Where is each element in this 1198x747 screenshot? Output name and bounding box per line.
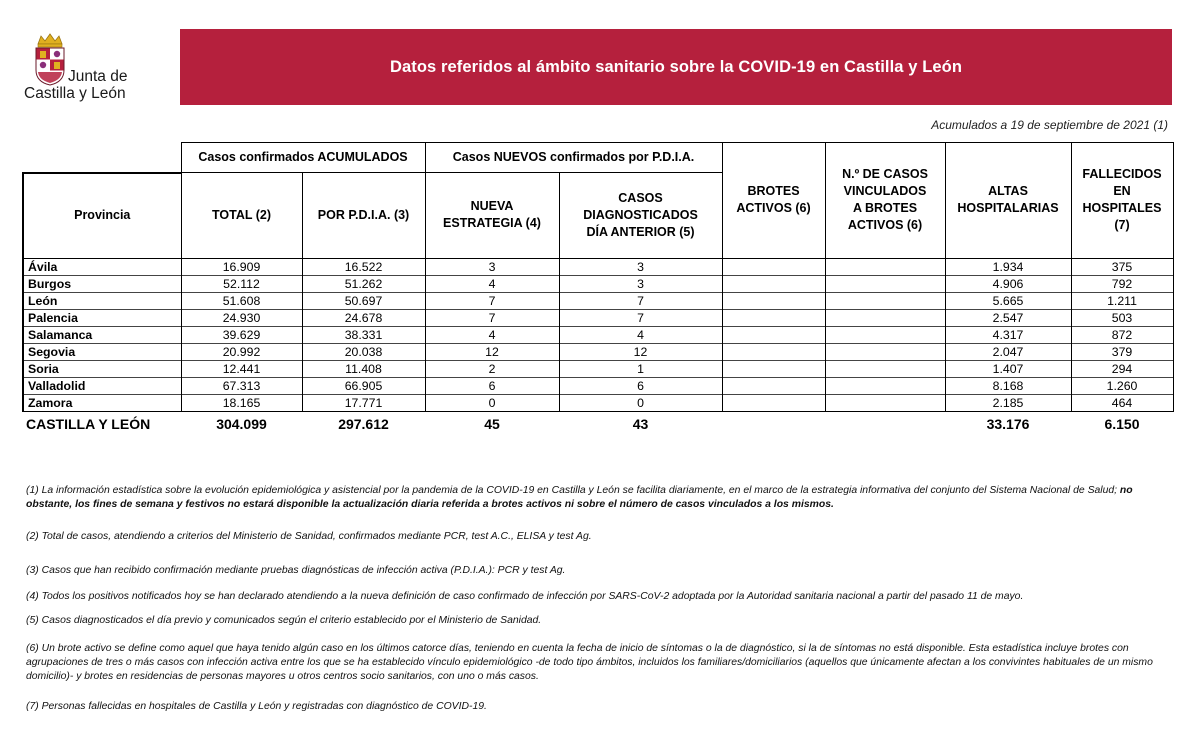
table-row [23,360,1173,377]
col-header-provincia: Provincia [23,173,181,259]
cell-nueva: 12 [425,343,559,360]
cell-brotes [722,258,825,275]
cell-altas: 1.934 [945,258,1071,275]
totals-nueva: 45 [484,415,500,432]
cell-total: 18.165 [181,394,302,411]
junta-logo [22,30,147,105]
cell-total: 16.909 [181,258,302,275]
cell-nueva: 3 [425,258,559,275]
cell-fallecidos: 792 [1071,275,1173,292]
footnote-1-text: (1) La información estadística sobre la evolución epidemiológica y asistencial por la pandemia de la COVID-19 en Castilla y León se facilita diariamente, en el marco de la estrategia informativa del conjunto del Sistema Nacional de Salud; [26,485,1118,496]
totals-row [23,411,1173,436]
cell-vinculados [825,275,945,292]
cell-nueva: 7 [425,309,559,326]
table-row [23,258,1173,275]
cell-altas: 2.185 [945,394,1071,411]
col-header-altas: ALTAS HOSPITALARIAS [945,143,1071,259]
totals-brotes [722,411,825,436]
cell-pdia: 20.038 [302,343,425,360]
col-header-nueva-estrategia: NUEVA ESTRATEGIA (4) [425,173,559,259]
cell-brotes [722,275,825,292]
footnote-5: (5) Casos diagnosticados el día previo y comunicados según el criterio establecido por el Ministerio de Sanidad. [26,615,542,626]
totals-fallecidos: 6.150 [1104,415,1140,432]
as-of-date: Acumulados a 19 de septiembre de 2021 (1) [931,118,1168,132]
cell-fallecidos: 464 [1071,394,1173,411]
cell-fallecidos: 503 [1071,309,1173,326]
cell-vinculados [825,360,945,377]
cell-anterior: 7 [559,309,722,326]
cell-provincia: Valladolid [23,377,181,394]
footnote-1-bold: no obstante, los fines de semana y festivos no estará disponible la actualización diaria referida a brotes activos ni sobre el número de casos vinculados a los mismos. [26,485,1133,510]
cell-altas: 2.047 [945,343,1071,360]
cell-brotes [722,360,825,377]
cell-nueva: 2 [425,360,559,377]
cell-provincia: Ávila [23,258,181,275]
cell-fallecidos: 872 [1071,326,1173,343]
totals-altas: 33.176 [986,415,1030,432]
table-row [23,275,1173,292]
totals-label: CASTILLA Y LEÓN [26,415,151,432]
col-header-brotes: BROTES ACTIVOS (6) [722,143,825,259]
cell-altas: 1.407 [945,360,1071,377]
cell-brotes [722,326,825,343]
cell-fallecidos: 379 [1071,343,1173,360]
cell-provincia: Burgos [23,275,181,292]
cell-nueva: 0 [425,394,559,411]
cell-anterior: 1 [559,360,722,377]
cell-fallecidos: 375 [1071,258,1173,275]
cell-provincia: León [23,292,181,309]
cell-anterior: 0 [559,394,722,411]
totals-anterior: 43 [632,415,649,432]
cell-anterior: 7 [559,292,722,309]
logo-text [24,68,128,102]
cell-pdia: 17.771 [302,394,425,411]
totals-total: 304.099 [216,415,267,432]
cell-vinculados [825,292,945,309]
cell-altas: 8.168 [945,377,1071,394]
cell-total: 51.608 [181,292,302,309]
cell-nueva: 4 [425,275,559,292]
col-header-fallecidos: FALLECIDOS EN HOSPITALES (7) [1071,143,1173,259]
cell-vinculados [825,309,945,326]
col-header-total: TOTAL (2) [181,173,302,259]
cell-vinculados [825,343,945,360]
cell-total: 20.992 [181,343,302,360]
cell-fallecidos: 1.260 [1071,377,1173,394]
cell-provincia: Segovia [23,343,181,360]
table-row [23,377,1173,394]
logo-line-1: Junta de [68,68,128,85]
footnote-1 [26,484,1156,512]
cell-pdia: 50.697 [302,292,425,309]
cell-provincia: Salamanca [23,326,181,343]
group-header-nuevos: Casos NUEVOS confirmados por P.D.I.A. [425,143,722,173]
table-row [23,343,1173,360]
cell-fallecidos: 1.211 [1071,292,1173,309]
cell-total: 12.441 [181,360,302,377]
cell-total: 24.930 [181,309,302,326]
cell-nueva: 7 [425,292,559,309]
cell-nueva: 4 [425,326,559,343]
logo-line-2: Castilla y León [24,85,126,102]
cell-provincia: Zamora [23,394,181,411]
cell-anterior: 3 [559,275,722,292]
cell-nueva: 6 [425,377,559,394]
cell-total: 67.313 [181,377,302,394]
cell-anterior: 12 [559,343,722,360]
cell-anterior: 3 [559,258,722,275]
cell-provincia: Palencia [23,309,181,326]
cell-anterior: 4 [559,326,722,343]
footnote-3: (3) Casos que han recibido confirmación mediante pruebas diagnósticas de infección activa (P.D.I.A.): PCR y test Ag. [26,565,566,576]
cell-altas: 4.317 [945,326,1071,343]
col-header-vinculados: N.º DE CASOS VINCULADOS A BROTES ACTIVOS (6) [825,143,945,259]
cell-vinculados [825,258,945,275]
cell-pdia: 16.522 [302,258,425,275]
banner-title: Datos referidos al ámbito sanitario sobre la COVID-19 en Castilla y León [389,57,963,76]
cell-brotes [722,292,825,309]
cell-pdia: 38.331 [302,326,425,343]
cell-vinculados [825,394,945,411]
group-header-row [23,143,1173,173]
col-header-pdia: POR P.D.I.A. (3) [302,173,425,259]
table-row [23,326,1173,343]
cell-brotes [722,377,825,394]
footnote-6: (6) Un brote activo se define como aquel que haya tenido algún caso en los últimos catorce días, teniendo en cuenta la fecha de inicio de síntomas o la de diagnóstico, si la de síntomas no está disponible. Esta estadística incluye brotes con agrupaciones de tres o más casos con infección activa entre los que se ha establecido vínculo epidemiológico -de todo tipo ámbitos, incluidos los familiares/domiciliarios (aquellos que únicamente afectan a los convivintes habituales de un mismo domicilio)- y brotes en residencias de personas mayores u otros centros socio sanitarios, con uno o más casos. [26,643,1153,682]
cell-altas: 5.665 [945,292,1071,309]
table-row [23,292,1173,309]
cell-vinculados [825,326,945,343]
cell-anterior: 6 [559,377,722,394]
cell-brotes [722,394,825,411]
cell-pdia: 24.678 [302,309,425,326]
totals-pdia: 297.612 [338,415,389,432]
cell-altas: 2.547 [945,309,1071,326]
totals-vinculados [825,411,945,436]
col-header-dia-anterior: CASOS DIAGNOSTICADOS DÍA ANTERIOR (5) [559,173,722,259]
footnote-4: (4) Todos los positivos notificados hoy se han declarado atendiendo a la nueva definición de caso confirmado de infección por SARS-CoV-2 adoptada por la Autoridad sanitaria nacional a partir del pasado 11 de mayo. [26,591,1024,602]
cell-pdia: 51.262 [302,275,425,292]
cell-total: 39.629 [181,326,302,343]
coat-of-arms-icon [33,32,67,86]
title-banner [180,29,1172,105]
cell-pdia: 66.905 [302,377,425,394]
group-header-acumulados: Casos confirmados ACUMULADOS [181,143,425,173]
table-row [23,309,1173,326]
cell-altas: 4.906 [945,275,1071,292]
table-row [23,394,1173,411]
cell-brotes [722,309,825,326]
cell-brotes [722,343,825,360]
footnote-2: (2) Total de casos, atendiendo a criterios del Ministerio de Sanidad, confirmados mediante PCR, test A.C., ELISA y test Ag. [26,531,592,542]
cell-provincia: Soria [23,360,181,377]
cell-pdia: 11.408 [302,360,425,377]
covid-data-table [22,142,1174,436]
footnote-7: (7) Personas fallecidas en hospitales de Castilla y León y registradas con diagnóstico de COVID-19. [26,701,487,712]
cell-fallecidos: 294 [1071,360,1173,377]
cell-total: 52.112 [181,275,302,292]
blank-corner [23,143,181,173]
cell-vinculados [825,377,945,394]
